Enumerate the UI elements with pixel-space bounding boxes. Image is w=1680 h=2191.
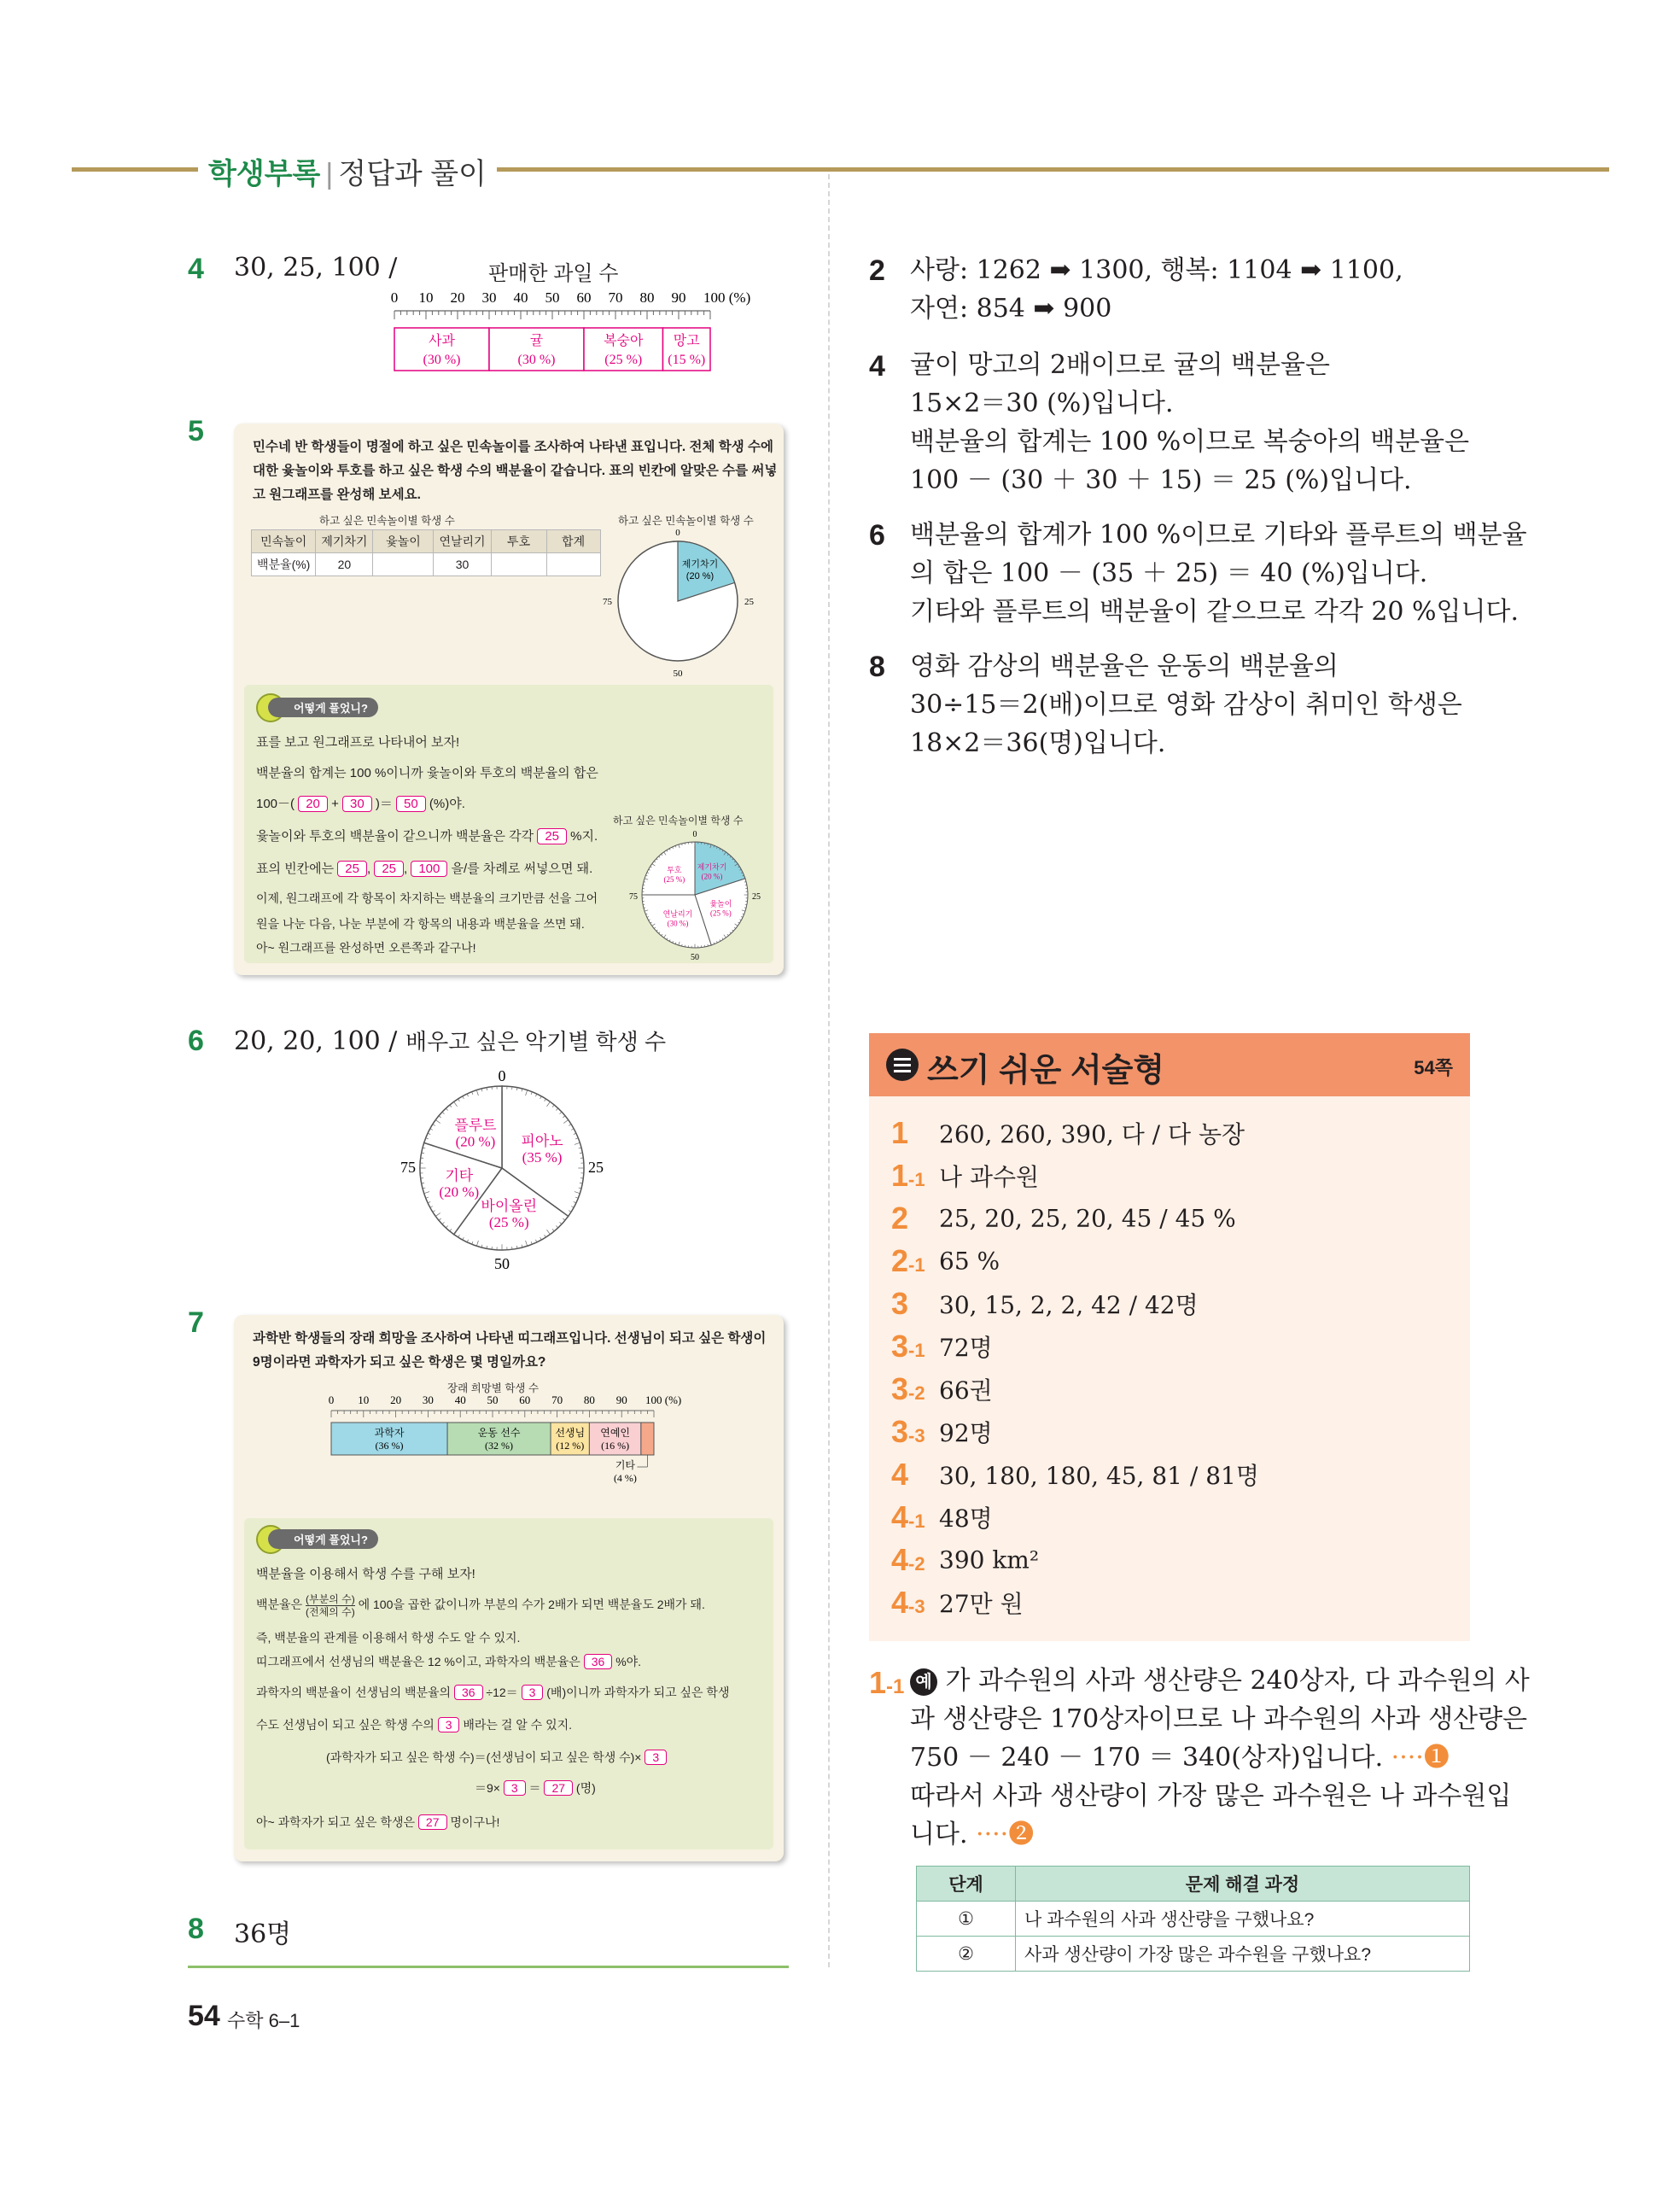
svg-text:0: 0 bbox=[675, 528, 680, 538]
essay-answer-number: 3 bbox=[891, 1286, 909, 1321]
essay-answer-item bbox=[891, 1542, 1039, 1581]
q4-segment-pct: (25 %) bbox=[604, 353, 643, 367]
q4-scale-label: 50 bbox=[545, 289, 560, 306]
q5-pie2-slice-name: 제기차기 bbox=[697, 862, 727, 872]
q7-scale-label: 70 bbox=[551, 1393, 563, 1406]
q7-scale-label: 30 bbox=[422, 1393, 434, 1406]
q6-slice-name: 바이올린 bbox=[481, 1198, 538, 1215]
r4-number: 4 bbox=[869, 350, 885, 383]
q7-scale-label: 60 bbox=[519, 1393, 531, 1406]
q7-scale-label: 90 bbox=[615, 1393, 627, 1406]
q5-solve-line: 100－( 20 + 30 )＝ 50 (%)야. bbox=[256, 797, 465, 811]
explain-number: 1-1 bbox=[869, 1665, 905, 1700]
q7-solve-line: 아~ 과학자가 되고 싶은 학생은 27 명이구나! bbox=[256, 1815, 500, 1829]
q4-scale-label: 40 bbox=[513, 289, 528, 306]
q7-question: 과학반 학생들의 장래 희망을 조사하여 나타낸 띠그래프입니다. 선생님이 되고 싶은 학생이 9명이라면 과학자가 되고 싶은 학생은 몇 명일까요? bbox=[253, 1331, 767, 1370]
essay-answer-item bbox=[891, 1243, 1000, 1282]
q7-solve-line: 과학자의 백분율이 선생님의 백분율의 36 ÷12＝ 3 (배)이니까 과학자가 되고 싶은 학생 bbox=[256, 1686, 730, 1699]
q6-number: 6 bbox=[188, 1025, 204, 1057]
q8-answer: 36명 bbox=[234, 1919, 292, 1949]
q4-scale-label: 0 bbox=[390, 289, 399, 306]
q5-pie2-tick: 0 bbox=[692, 830, 697, 839]
q4-answer: 30, 25, 100 / bbox=[234, 253, 398, 283]
q6-slice-pct: (25 %) bbox=[488, 1214, 529, 1231]
essay-answer-number: 1-1 bbox=[891, 1158, 925, 1193]
list-icon bbox=[886, 1049, 919, 1081]
q7-scale-label: 40 bbox=[454, 1393, 466, 1406]
essay-answer-number: 1 bbox=[891, 1115, 909, 1150]
q7-etc-label: 기타 bbox=[615, 1459, 636, 1471]
q5-pie2-slice-name: 연날리기 bbox=[662, 909, 693, 919]
q5-pie2-slice-pct: (25 %) bbox=[663, 874, 685, 884]
q7-segment-pct: (12 %) bbox=[556, 1440, 585, 1452]
q7-graph-title: 장래 희망별 학생 수 bbox=[447, 1382, 540, 1394]
q4-scale-label: 10 bbox=[418, 289, 434, 306]
q8-number: 8 bbox=[188, 1913, 204, 1945]
svg-text:(20 %): (20 %) bbox=[685, 571, 715, 581]
q5-completed-pie bbox=[620, 827, 773, 961]
essay-answer-item bbox=[891, 1499, 993, 1539]
q5-pie2-slice-pct: (25 %) bbox=[710, 909, 732, 918]
q5-badge: 어떻게 풀었니? bbox=[268, 698, 378, 717]
q6-slice-name: 피아노 bbox=[521, 1133, 563, 1150]
q5-empty-pie bbox=[592, 524, 763, 678]
svg-text:50: 50 bbox=[673, 669, 683, 679]
q6-slice-pct: (20 %) bbox=[439, 1183, 480, 1201]
q7-scale-label: 50 bbox=[487, 1393, 499, 1406]
essay-answer-text: 30, 180, 180, 45, 81 / 81명 bbox=[939, 1462, 1259, 1490]
q4-segment-name: 사과 bbox=[429, 334, 455, 348]
marker-1: ❶ bbox=[1423, 1743, 1450, 1773]
q7-band-graph bbox=[319, 1393, 682, 1486]
q7-solve-line: 즉, 백분율의 관계를 이용해서 학생 수도 알 수 있지. bbox=[256, 1631, 521, 1645]
q7-solve-line: (과학자가 되고 싶은 학생 수)＝(선생님이 되고 싶은 학생 수)× 3 bbox=[326, 1749, 667, 1766]
q5-problem-card bbox=[234, 424, 784, 975]
q4-segment-name: 망고 bbox=[673, 334, 700, 348]
essay-answer-item bbox=[891, 1158, 1039, 1197]
q7-segment-name: 선생님 bbox=[555, 1427, 586, 1439]
essay-answer-number: 3-2 bbox=[891, 1371, 925, 1406]
essay-answer-text: 260, 260, 390, 다 / 다 농장 bbox=[939, 1120, 1245, 1148]
q6-tick: 0 bbox=[498, 1067, 506, 1084]
q7-segment bbox=[641, 1423, 654, 1455]
r6-text: 백분율의 합계가 100 %이므로 기타와 플루트의 백분율 의 합은 100 － (35 ＋ 25) ＝ 40 (%)입니다. 기타와 플루트의 백분율이 같으므로 각각 20 %입니다. bbox=[910, 520, 1527, 627]
q6-slice-name: 플루트 bbox=[454, 1117, 497, 1134]
q5-number: 5 bbox=[188, 415, 204, 447]
q5-pie2-title: 하고 싶은 민속놀이별 학생 수 bbox=[613, 815, 744, 827]
q4-segment-pct: (30 %) bbox=[423, 353, 461, 367]
essay-answer-number: 4-3 bbox=[891, 1585, 925, 1620]
q7-solve-line: ＝9× 3 ＝ 27 (명) bbox=[475, 1781, 596, 1795]
essay-answer-text: 25, 20, 25, 20, 45 / 45 % bbox=[939, 1204, 1236, 1233]
essay-answer-item bbox=[891, 1201, 1236, 1240]
essay-answer-item bbox=[891, 1585, 1024, 1624]
essay-answer-item bbox=[891, 1286, 1199, 1325]
q7-number: 7 bbox=[188, 1306, 204, 1339]
essay-answer-text: 65 % bbox=[939, 1247, 1000, 1276]
q7-scale-label: 100 (%) bbox=[645, 1393, 682, 1406]
essay-answer-item bbox=[891, 1414, 993, 1453]
r8-number: 8 bbox=[869, 651, 885, 683]
q5-solve-line: 원을 나눈 다음, 나눈 부분에 각 항목의 내용과 백분율을 쓰면 돼. bbox=[256, 917, 585, 931]
q7-solve-line: 띠그래프에서 선생님의 백분율은 12 %이고, 과학자의 백분율은 36 %야. bbox=[256, 1655, 642, 1668]
essay-answer-number: 4-1 bbox=[891, 1499, 925, 1534]
essay-answer-item bbox=[891, 1371, 993, 1411]
r2-text: 사랑: 1262 ➡ 1300, 행복: 1104 ➡ 1100, 자연: 854 ➡ 900 bbox=[910, 255, 1403, 324]
q7-scale-label: 0 bbox=[328, 1393, 335, 1406]
essay-answer-number: 4 bbox=[891, 1457, 909, 1492]
bottom-rule bbox=[188, 1966, 789, 1968]
q7-segment-name: 연예인 bbox=[600, 1427, 631, 1439]
essay-answer-number: 3-1 bbox=[891, 1329, 925, 1364]
q6-tick: 50 bbox=[494, 1255, 510, 1272]
essay-answer-text: 48명 bbox=[939, 1504, 993, 1533]
q4-scale-label: 60 bbox=[576, 289, 592, 306]
q4-scale-label: 100 (%) bbox=[703, 289, 751, 306]
essay-answer-text: 27만 원 bbox=[939, 1590, 1024, 1618]
q4-segment-pct: (30 %) bbox=[517, 353, 556, 367]
q7-scale-label: 20 bbox=[390, 1393, 402, 1406]
q6-slice-name: 기타 bbox=[445, 1167, 474, 1184]
page-header: 학생부록 | 정답과 풀이 bbox=[198, 150, 497, 192]
essay-answer-text: 390 km² bbox=[939, 1545, 1040, 1575]
essay-page-ref: 54쪽 bbox=[1414, 1057, 1453, 1078]
q7-etc-pct: (4 %) bbox=[613, 1472, 637, 1484]
scoring-table: 단계 문제 해결 과정 ① 나 과수원의 사과 생산량을 구했나요? ② 사과 생산량이 가장 많은 과수원을 구했나요? bbox=[916, 1866, 1470, 1972]
q6-pie-chart bbox=[384, 1059, 623, 1281]
q5-pie2-slice-pct: (20 %) bbox=[701, 872, 723, 881]
r4-text: 귤이 망고의 2배이므로 귤의 백분율은 15×2＝30 (%)입니다. 백분율의 합계는 100 %이므로 복숭아의 백분율은 100 － (30 ＋ 30 ＋ 15) ＝ 25 (%)입니다. bbox=[910, 350, 1470, 495]
essay-answer-text: 92명 bbox=[939, 1419, 993, 1447]
svg-text:제기차기: 제기차기 bbox=[681, 559, 719, 570]
q4-segment-name: 복숭아 bbox=[604, 334, 644, 348]
r2-number: 2 bbox=[869, 254, 885, 287]
page-number: 54 bbox=[188, 2000, 220, 2032]
essay-answer-text: 66권 bbox=[939, 1376, 993, 1405]
q5-pie-title: 하고 싶은 민속놀이별 학생 수 bbox=[618, 515, 754, 527]
q5-pie2-slice-name: 윷놀이 bbox=[709, 899, 732, 909]
q6-tick: 75 bbox=[400, 1159, 416, 1176]
essay-answers bbox=[869, 1096, 1470, 1641]
q5-question: 민수네 반 학생들이 명절에 하고 싶은 민속놀이를 조사하여 나타낸 표입니다. 전체 학생 수에 대한 윷놀이와 투호를 하고 싶은 학생 수의 백분율이 같습니다. 표의 빈칸에 알맞은 수를 써넣 고 원그래프를 완성해 보세요. bbox=[253, 440, 778, 502]
q7-solution-panel bbox=[244, 1518, 773, 1849]
q5-pie2-tick: 50 bbox=[691, 953, 699, 962]
marker-2: ❷ bbox=[1008, 1820, 1035, 1849]
r8-text: 영화 감상의 백분율은 운동의 백분율의 30÷15＝2(배)이므로 영화 감상이 취미인 학생은 18×2＝36(명)입니다. bbox=[910, 651, 1462, 758]
essay-answer-text: 나 과수원 bbox=[939, 1163, 1040, 1191]
essay-answer-item bbox=[891, 1457, 1259, 1496]
q5-solution-panel bbox=[244, 685, 773, 963]
header-rule-right bbox=[474, 167, 1609, 172]
q5-solve-line: 아~ 원그래프를 완성하면 오른쪽과 같구나! bbox=[256, 941, 476, 955]
book-title: 수학 6–1 bbox=[227, 2010, 300, 2031]
header-section: 학생부록 bbox=[208, 158, 321, 190]
explain-text: 예 가 과수원의 사과 생산량은 240상자, 다 과수원의 사 과 생산량은 170상자이므로 나 과수원의 사과 생산량은 750 － 240 － 170 ＝ 340(상자)입니다. ····❶ 따라서 사과 생산량이 가장 많은 과수원은 나 과수원입 니다. ····❷ bbox=[910, 1666, 1530, 1849]
q7-segment-pct: (36 %) bbox=[375, 1440, 404, 1452]
essay-answer-number: 2-1 bbox=[891, 1243, 925, 1278]
q7-scale-label: 80 bbox=[583, 1393, 595, 1406]
q5-table-title: 하고 싶은 민속놀이별 학생 수 bbox=[319, 515, 455, 527]
essay-answer-number: 4-2 bbox=[891, 1542, 925, 1577]
q7-segment-pct: (32 %) bbox=[485, 1440, 514, 1452]
q5-table: 민속놀이 제기차기 윷놀이 연날리기 투호 합계 백분율(%) 20 30 bbox=[251, 529, 601, 576]
essay-answer-text: 30, 15, 2, 2, 42 / 42명 bbox=[939, 1291, 1199, 1319]
q5-solve-line: 표를 보고 원그래프로 나타내어 보자! bbox=[256, 735, 460, 750]
q7-badge: 어떻게 풀었니? bbox=[268, 1529, 378, 1549]
essay-box-title: 쓰기 쉬운 서술형 bbox=[927, 1053, 1165, 1089]
q4-graph-title: 판매한 과일 수 bbox=[488, 262, 619, 285]
essay-answer-number: 2 bbox=[891, 1201, 909, 1236]
q7-segment-name: 과학자 bbox=[374, 1427, 405, 1439]
q5-pie2-slice-pct: (30 %) bbox=[667, 919, 689, 928]
q6-slice-pct: (35 %) bbox=[522, 1149, 563, 1166]
q5-solve-line: 백분율의 합계는 100 %이니까 윷놀이와 투호의 백분율의 합은 bbox=[256, 766, 598, 780]
q5-solve-line: 표의 빈칸에는 25 , 25 , 100 을/를 차례로 써넣으면 돼. bbox=[256, 862, 593, 876]
q6-answer: 20, 20, 100 / 배우고 싶은 악기별 학생 수 bbox=[234, 1026, 667, 1056]
example-mark: 예 bbox=[910, 1668, 937, 1696]
essay-answer-number: 3-3 bbox=[891, 1414, 925, 1449]
q7-segment-name: 운동 선수 bbox=[477, 1427, 521, 1439]
essay-answer-item bbox=[891, 1115, 1245, 1154]
q7-solve-line: 수도 선생님이 되고 싶은 학생 수의 3 배라는 걸 알 수 있지. bbox=[256, 1718, 573, 1732]
q7-solve-line: 백분율을 이용해서 학생 수를 구해 보자! bbox=[256, 1567, 475, 1581]
q6-slice-pct: (20 %) bbox=[455, 1133, 496, 1150]
essay-answer-item bbox=[891, 1329, 993, 1368]
q5-solve-line: 윷놀이와 투호의 백분율이 같으니까 백분율은 각각 25 %지. bbox=[256, 829, 598, 844]
q4-scale-label: 70 bbox=[608, 289, 623, 306]
essay-answer-text: 72명 bbox=[939, 1334, 993, 1362]
essay-box-header bbox=[869, 1033, 1470, 1096]
q5-pie2-tick: 25 bbox=[752, 892, 761, 902]
q4-scale-label: 30 bbox=[481, 289, 497, 306]
q5-solve-line: 이제, 원그래프에 각 항목이 차지하는 백분율의 크기만큼 선을 그어 bbox=[256, 891, 598, 905]
q5-pie2-slice-name: 투호 bbox=[667, 865, 682, 874]
q4-scale-label: 90 bbox=[671, 289, 686, 306]
q7-problem-card bbox=[234, 1315, 784, 1861]
q5-pie2-tick: 75 bbox=[629, 892, 638, 902]
q4-scale-label: 20 bbox=[450, 289, 465, 306]
q7-scale-label: 10 bbox=[358, 1393, 370, 1406]
header-subtitle: 정답과 풀이 bbox=[338, 158, 487, 190]
r6-number: 6 bbox=[869, 519, 885, 552]
q4-segment-pct: (15 %) bbox=[668, 353, 706, 367]
q4-segment-name: 귤 bbox=[529, 334, 544, 348]
column-divider bbox=[828, 174, 830, 1967]
q4-band-graph bbox=[384, 290, 768, 376]
q4-scale-label: 80 bbox=[639, 289, 655, 306]
q7-solve-line: 백분율은 (부분의 수) (전체의 수) 에 100을 곱한 값이니까 부분의 수가 2배가 되면 백분율도 2배가 돼. bbox=[256, 1593, 705, 1618]
q6-tick: 25 bbox=[588, 1159, 604, 1176]
q7-segment-pct: (16 %) bbox=[601, 1440, 630, 1452]
header-rule-left bbox=[72, 167, 198, 172]
svg-text:75: 75 bbox=[603, 597, 612, 607]
q4-number: 4 bbox=[188, 253, 204, 285]
svg-text:25: 25 bbox=[744, 597, 754, 607]
